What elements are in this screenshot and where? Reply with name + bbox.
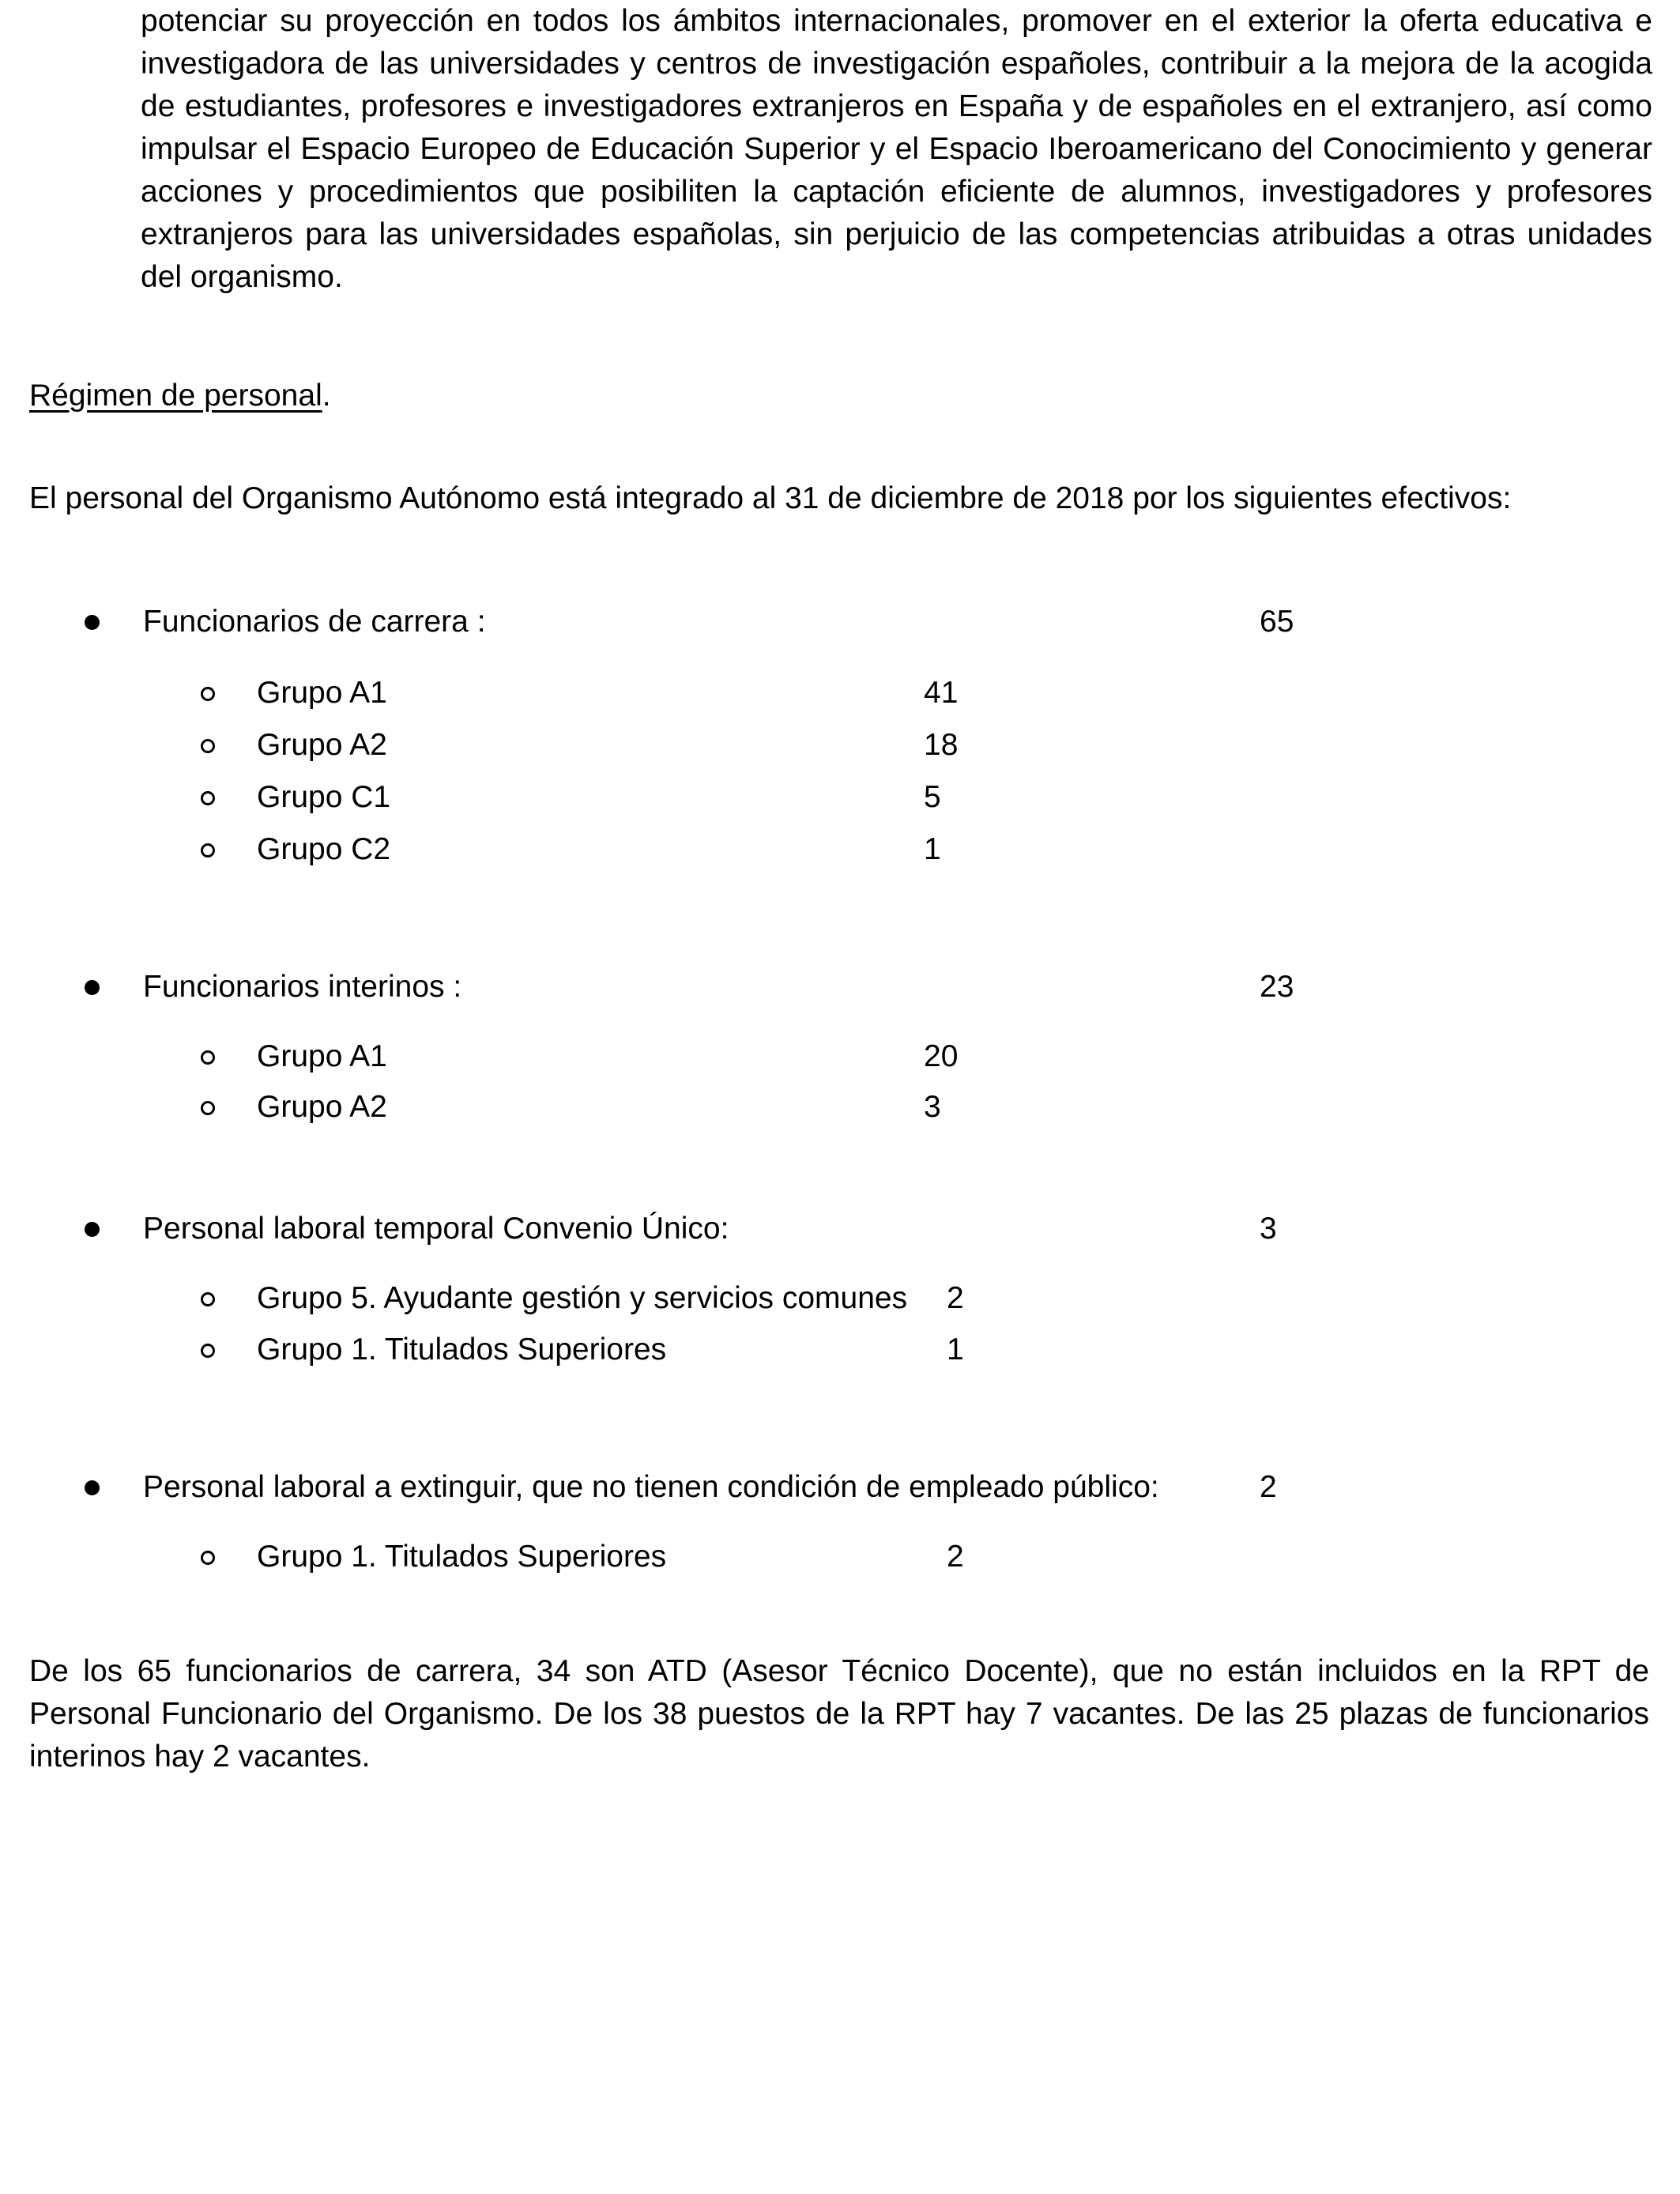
group-count: 2 (947, 1281, 964, 1315)
group-label: Grupo C2 (257, 832, 391, 866)
circle-bullet-icon (201, 1551, 215, 1565)
group-row (0, 672, 1680, 714)
category-row (0, 966, 1680, 1008)
group-row (0, 828, 1680, 871)
bullet-icon (85, 615, 100, 630)
group-count: 41 (924, 676, 959, 710)
category-total: 65 (1260, 605, 1294, 639)
circle-bullet-icon (201, 1050, 215, 1065)
category-row (0, 601, 1680, 643)
group-count: 18 (924, 728, 959, 762)
group-label: Grupo A2 (257, 1090, 387, 1124)
group-label: Grupo A1 (257, 1039, 387, 1073)
circle-bullet-icon (201, 843, 215, 858)
circle-bullet-icon (201, 1101, 215, 1115)
group-label: Grupo C1 (257, 780, 391, 814)
section-heading-suffix: . (322, 379, 331, 413)
group-row (0, 776, 1680, 819)
bullet-icon (85, 1222, 100, 1237)
group-label: Grupo A2 (257, 728, 387, 762)
group-row (0, 724, 1680, 767)
group-row (0, 1035, 1680, 1078)
bullet-icon (85, 1480, 100, 1495)
circle-bullet-icon (201, 1292, 215, 1306)
category-label: Personal laboral temporal Convenio Único: (143, 1212, 729, 1246)
group-count: 2 (947, 1540, 964, 1574)
group-count: 5 (924, 780, 941, 814)
footer-paragraph: De los 65 funcionarios de carrera, 34 son ATD (Asesor Técnico Docente), que no están incluidos en la RPT de Personal Funcionario del Organismo. De los 38 puestos de la RPT hay 7 vacantes. De las 25 plazas de funcionarios interinos hay 2 vacantes. (29, 1654, 1649, 1774)
group-label: Grupo A1 (257, 676, 387, 710)
category-label: Funcionarios interinos : (143, 970, 462, 1004)
section-heading-text: Régimen de personal (29, 379, 322, 413)
group-row (0, 1329, 1680, 1371)
group-label: Grupo 1. Titulados Superiores (257, 1540, 667, 1574)
circle-bullet-icon (201, 739, 215, 753)
circle-bullet-icon (201, 1344, 215, 1358)
intro-paragraph: potenciar su proyección en todos los ámbitos internacionales, promover en el exterior la oferta educativa e investigadora de las universidades y centros de investigación españoles, contribuir a la mejora de la acogida de estudiantes, profesores e investigadores extranjeros en España y de españoles en el extranjero, así como impulsar el Espacio Europeo de Educación Superior y el Espacio Iberoamericano del Conocimiento y generar acciones y procedimientos que posibiliten la captación eficiente de alumnos, investigadores y profesores extranjeros para las universidades españolas, sin perjuicio de las competencias atribuidas a otras unidades del organismo. (141, 4, 1652, 294)
category-label: Personal laboral a extinguir, que no tienen condición de empleado público: (143, 1470, 1159, 1504)
group-label: Grupo 5. Ayudante gestión y servicios comunes (257, 1281, 908, 1315)
group-row (0, 1086, 1680, 1129)
group-count: 1 (947, 1333, 964, 1367)
bullet-icon (85, 980, 100, 995)
group-count: 3 (924, 1090, 941, 1124)
group-count: 1 (924, 832, 941, 866)
category-total: 23 (1260, 970, 1294, 1004)
category-label: Funcionarios de carrera : (143, 605, 486, 639)
category-total: 3 (1260, 1212, 1277, 1246)
section-heading (29, 375, 331, 417)
group-label: Grupo 1. Titulados Superiores (257, 1333, 667, 1367)
group-row (0, 1277, 1680, 1320)
category-total: 2 (1260, 1470, 1277, 1504)
staff-intro: El personal del Organismo Autónomo está integrado al 31 de diciembre de 2018 por los siguientes efectivos: (29, 481, 1512, 515)
category-row (0, 1466, 1680, 1509)
group-row (0, 1536, 1680, 1578)
category-row (0, 1208, 1680, 1250)
circle-bullet-icon (201, 791, 215, 805)
group-count: 20 (924, 1039, 959, 1073)
circle-bullet-icon (201, 687, 215, 701)
